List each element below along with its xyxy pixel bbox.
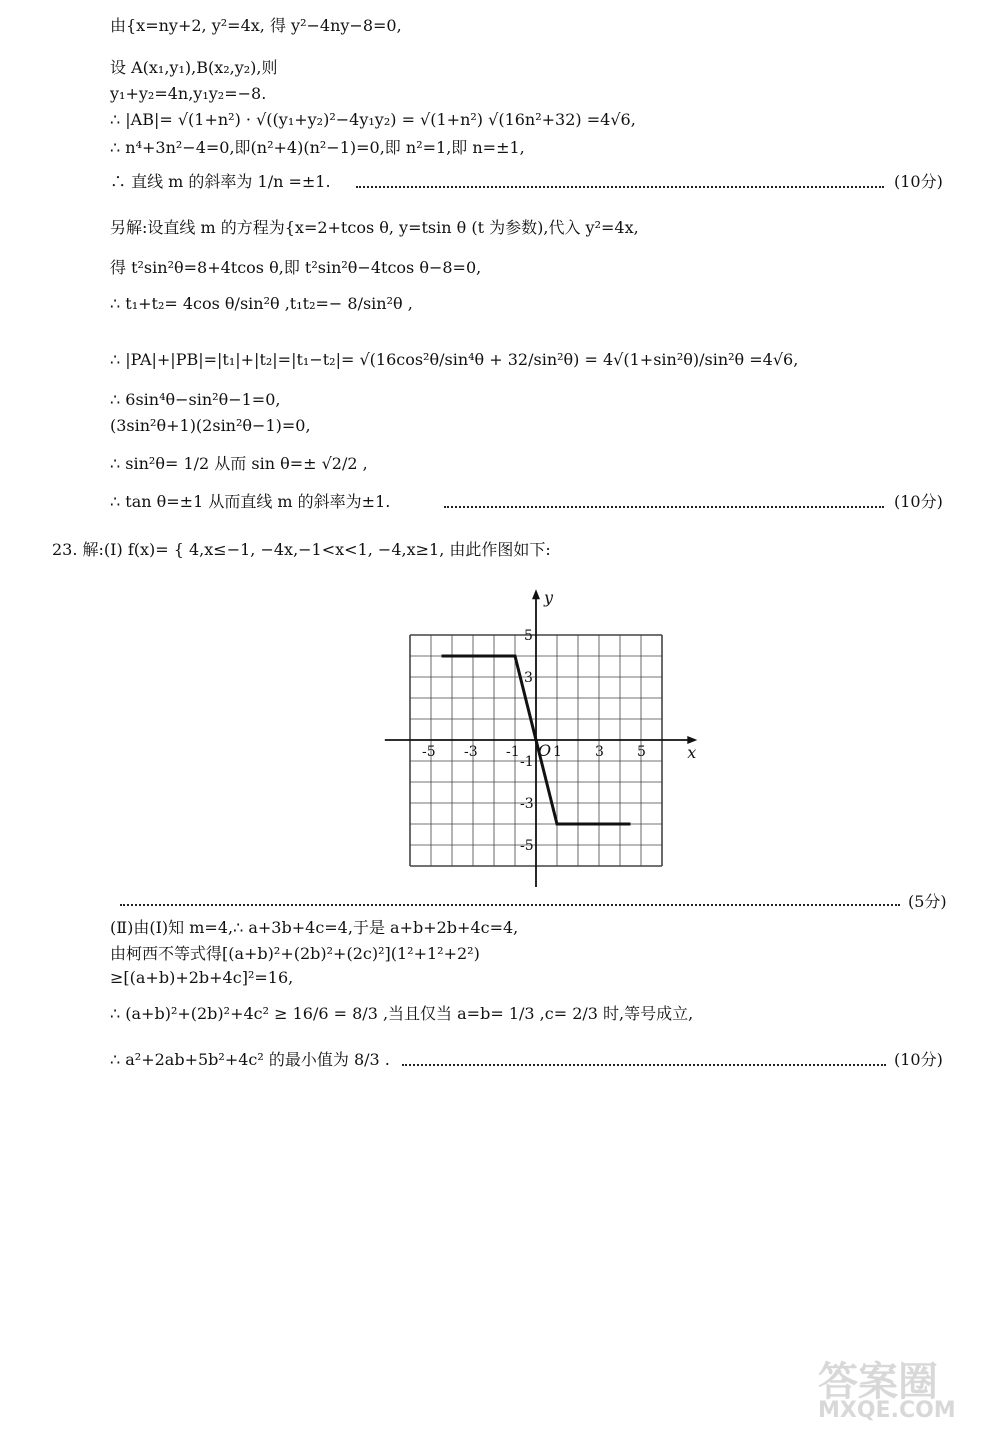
function-graph — [380, 582, 700, 892]
eq-vieta: y₁+y₂=4n,y₁y₂=−8. — [110, 84, 267, 103]
eq-alt-tan: ∴ tan θ=±1 从而直线 m 的斜率为±1. — [110, 492, 391, 511]
x-tick-label: -3 — [464, 744, 478, 760]
eq-chord-length: ∴ |AB|= √(1+n²) · √((y₁+y₂)²−4y₁y₂) = √(1+n²) √(16n²+32) =4√6, — [110, 110, 636, 129]
origin-label: O — [538, 741, 552, 760]
score-label: (5分) — [908, 892, 947, 911]
x-tick-label: 1 — [553, 744, 562, 760]
eq-slope-result: ∴ 直线 m 的斜率为 1/n =±1. — [110, 172, 331, 191]
eq-alt-substitute: 得 t²sin²θ=8+4tcos θ,即 t²sin²θ−4tcos θ−8=0, — [110, 258, 482, 277]
eq-set-points: 设 A(x₁,y₁),B(x₂,y₂),则 — [110, 58, 278, 77]
x-axis-label: x — [687, 743, 697, 762]
eq-cauchy-bound: ≥[(a+b)+2b+4c]²=16, — [110, 968, 294, 987]
watermark-logo: 答案圈 — [818, 1359, 938, 1405]
graph-axes — [385, 589, 698, 887]
dot-leader — [120, 904, 900, 906]
eq-piecewise-f: 23. 解:(Ⅰ) f(x)= { 4,x≤−1, −4x,−1<x<1, −4,x≥1, 由此作图如下: — [52, 540, 551, 559]
score-label: (10分) — [894, 492, 943, 511]
eq-alt-param: 另解:设直线 m 的方程为{x=2+tcos θ, y=tsin θ (t 为参数),代入 y²=4x, — [110, 218, 639, 237]
eq-alt-factor: (3sin²θ+1)(2sin²θ−1)=0, — [110, 416, 311, 435]
eq-min-value: ∴ a²+2ab+5b²+4c² 的最小值为 8/3 . — [110, 1050, 390, 1069]
score-label: (10分) — [894, 172, 943, 191]
score-label: (10分) — [894, 1050, 943, 1069]
y-tick-label: -5 — [520, 838, 534, 854]
x-tick-label: 3 — [595, 744, 604, 760]
y-axis-label: y — [544, 588, 554, 608]
x-tick-label: 5 — [637, 744, 646, 760]
eq-solve-n: ∴ n⁴+3n²−4=0,即(n²+4)(n²−1)=0,即 n²=1,即 n=±1, — [110, 138, 525, 157]
y-tick-label: -1 — [520, 754, 534, 770]
y-tick-label: -3 — [520, 796, 534, 812]
y-tick-label: 5 — [524, 628, 533, 644]
eq-system-intersect: 由{x=ny+2, y²=4x, 得 y²−4ny−8=0, — [110, 16, 402, 35]
eq-alt-sin: ∴ sin²θ= 1/2 从而 sin θ=± √2/2 , — [110, 454, 368, 473]
eq-equality: ∴ (a+b)²+(2b)²+4c² ≥ 16/6 = 8/3 ,当且仅当 a=b= 1/3 ,c= 2/3 时,等号成立, — [110, 1004, 694, 1023]
dot-leader — [356, 186, 884, 188]
y-tick-label: 3 — [524, 670, 533, 686]
dot-leader — [402, 1064, 886, 1066]
eq-alt-vieta: ∴ t₁+t₂= 4cos θ/sin²θ ,t₁t₂=− 8/sin²θ , — [110, 294, 413, 313]
watermark-url: MXQE.COM — [818, 1398, 956, 1423]
x-tick-label: -5 — [422, 744, 436, 760]
y-axis-arrow — [532, 589, 540, 599]
graph-tick-labels — [422, 588, 696, 854]
eq-part2-given: (Ⅱ)由(Ⅰ)知 m=4,∴ a+3b+4c=4,于是 a+b+2b+4c=4, — [110, 918, 519, 937]
eq-alt-quartic: ∴ 6sin⁴θ−sin²θ−1=0, — [110, 390, 281, 409]
x-tick-label: -1 — [506, 744, 520, 760]
eq-alt-sum-distance: ∴ |PA|+|PB|=|t₁|+|t₂|=|t₁−t₂|= √(16cos²θ/sin⁴θ + 32/sin²θ) = 4√(1+sin²θ)/sin²θ =4√6, — [110, 350, 799, 369]
eq-cauchy: 由柯西不等式得[(a+b)²+(2b)²+(2c)²](1²+1²+2²) — [110, 944, 480, 963]
dot-leader — [444, 506, 884, 508]
